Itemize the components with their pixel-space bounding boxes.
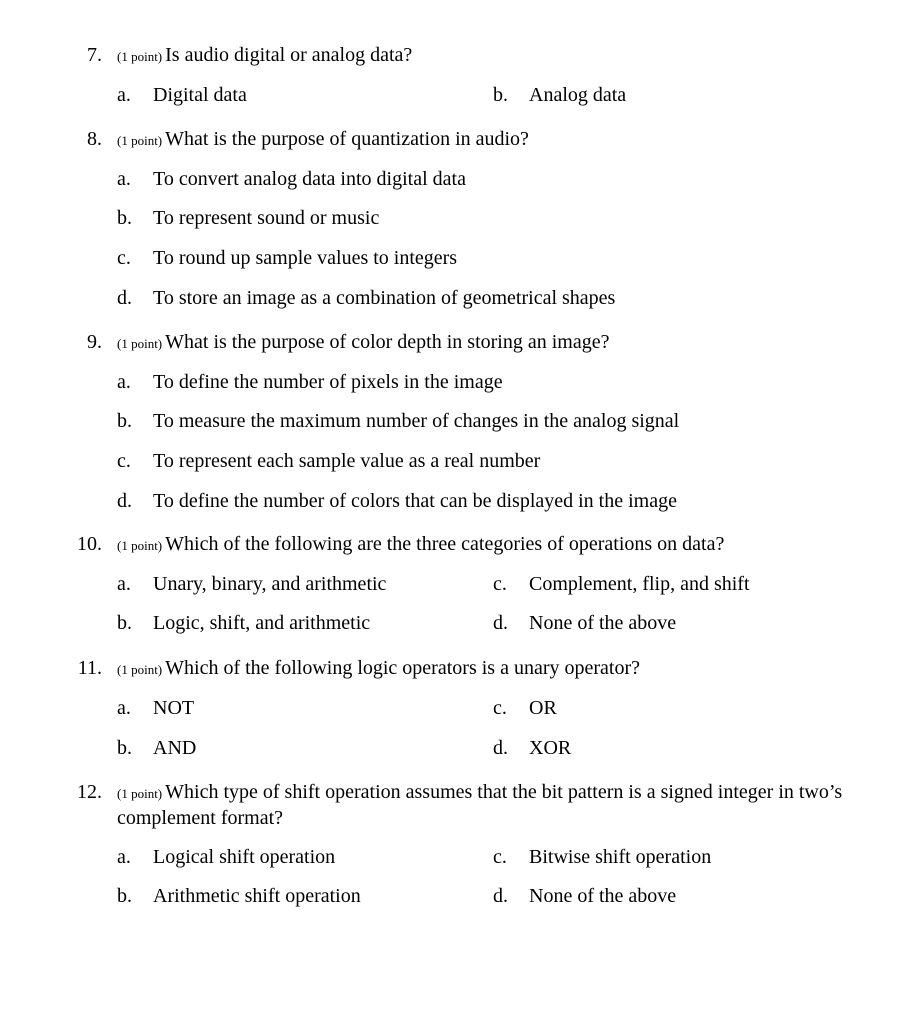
option-10d[interactable] xyxy=(493,611,676,635)
option-text: OR xyxy=(529,697,557,719)
option-letter: b. xyxy=(117,410,132,432)
points-label: (1 point) xyxy=(117,49,163,64)
option-letter: a. xyxy=(117,573,131,595)
question-number: 8. xyxy=(87,128,102,150)
option-text: To round up sample values to integers xyxy=(153,247,458,269)
option-letter: d. xyxy=(493,612,508,634)
option-text: Analog data xyxy=(529,84,627,106)
points-label: (1 point) xyxy=(117,133,163,148)
option-letter: c. xyxy=(493,846,507,868)
option-letter: d. xyxy=(493,737,508,759)
option-8b[interactable] xyxy=(117,206,379,230)
option-9d[interactable] xyxy=(117,489,677,513)
option-12c[interactable] xyxy=(493,845,711,869)
option-letter: d. xyxy=(117,490,132,512)
option-letter: c. xyxy=(117,450,131,472)
option-letter: b. xyxy=(117,207,132,229)
option-letter: b. xyxy=(493,84,508,106)
option-10b[interactable] xyxy=(117,611,370,635)
option-text: None of the above xyxy=(529,612,677,634)
option-letter: b. xyxy=(117,737,132,759)
option-text: Digital data xyxy=(153,84,247,106)
option-7a[interactable] xyxy=(117,83,247,107)
option-9a[interactable] xyxy=(117,370,503,394)
option-letter: c. xyxy=(117,247,131,269)
question-text xyxy=(117,656,897,682)
option-letter: a. xyxy=(117,846,131,868)
option-text: To represent each sample value as a real number xyxy=(153,450,541,472)
option-text: AND xyxy=(153,737,197,759)
question-text xyxy=(117,127,897,153)
question-number: 9. xyxy=(87,331,102,353)
option-12a[interactable] xyxy=(117,845,335,869)
option-9c[interactable] xyxy=(117,449,540,473)
points-label: (1 point) xyxy=(117,786,163,801)
question-prompt: Which of the following are the three categories of operations on data? xyxy=(165,533,725,555)
question-text xyxy=(117,532,897,558)
option-text: To represent sound or music xyxy=(153,207,380,229)
question-number: 10. xyxy=(77,533,102,555)
points-label: (1 point) xyxy=(117,662,163,677)
option-letter: a. xyxy=(117,84,131,106)
option-11b[interactable] xyxy=(117,736,196,760)
option-8c[interactable] xyxy=(117,246,457,270)
option-12d[interactable] xyxy=(493,884,676,908)
question-prompt: Is audio digital or analog data? xyxy=(165,44,413,66)
option-letter: c. xyxy=(493,697,507,719)
option-11d[interactable] xyxy=(493,736,571,760)
option-text: Unary, binary, and arithmetic xyxy=(153,573,387,595)
option-text: None of the above xyxy=(529,885,677,907)
option-text: To define the number of pixels in the image xyxy=(153,371,503,393)
option-11a[interactable] xyxy=(117,696,194,720)
option-text: To store an image as a combination of geometrical shapes xyxy=(153,287,616,309)
question-number: 11. xyxy=(77,657,102,679)
option-12b[interactable] xyxy=(117,884,361,908)
option-text: To convert analog data into digital data xyxy=(153,168,466,190)
question-number: 12. xyxy=(77,781,102,803)
option-text: To measure the maximum number of changes in the analog signal xyxy=(153,410,680,432)
question-text xyxy=(117,780,897,830)
option-text: Arithmetic shift operation xyxy=(153,885,361,907)
question-number: 7. xyxy=(87,44,102,66)
option-10a[interactable] xyxy=(117,572,386,596)
option-letter: a. xyxy=(117,697,131,719)
option-letter: b. xyxy=(117,612,132,634)
option-letter: a. xyxy=(117,371,131,393)
question-prompt: Which of the following logic operators is a unary operator? xyxy=(165,657,640,679)
option-text: Logical shift operation xyxy=(153,846,336,868)
question-prompt: Which type of shift operation assumes that the bit pattern is a signed integer in two’s complement format? xyxy=(117,781,843,829)
option-letter: c. xyxy=(493,573,507,595)
option-text: Logic, shift, and arithmetic xyxy=(153,612,371,634)
option-10c[interactable] xyxy=(493,572,750,596)
option-letter: d. xyxy=(117,287,132,309)
option-11c[interactable] xyxy=(493,696,557,720)
option-8a[interactable] xyxy=(117,167,466,191)
option-text: To define the number of colors that can be displayed in the image xyxy=(153,490,677,512)
option-text: NOT xyxy=(153,697,195,719)
option-9b[interactable] xyxy=(117,409,679,433)
points-label: (1 point) xyxy=(117,538,163,553)
points-label: (1 point) xyxy=(117,336,163,351)
option-text: Bitwise shift operation xyxy=(529,846,712,868)
question-text xyxy=(117,43,897,69)
option-8d[interactable] xyxy=(117,286,615,310)
question-text xyxy=(117,330,897,356)
option-letter: b. xyxy=(117,885,132,907)
question-prompt: What is the purpose of quantization in audio? xyxy=(165,128,529,150)
option-text: XOR xyxy=(529,737,572,759)
option-7b[interactable] xyxy=(493,83,626,107)
option-letter: d. xyxy=(493,885,508,907)
option-text: Complement, flip, and shift xyxy=(529,573,750,595)
option-letter: a. xyxy=(117,168,131,190)
question-prompt: What is the purpose of color depth in storing an image? xyxy=(165,331,610,353)
